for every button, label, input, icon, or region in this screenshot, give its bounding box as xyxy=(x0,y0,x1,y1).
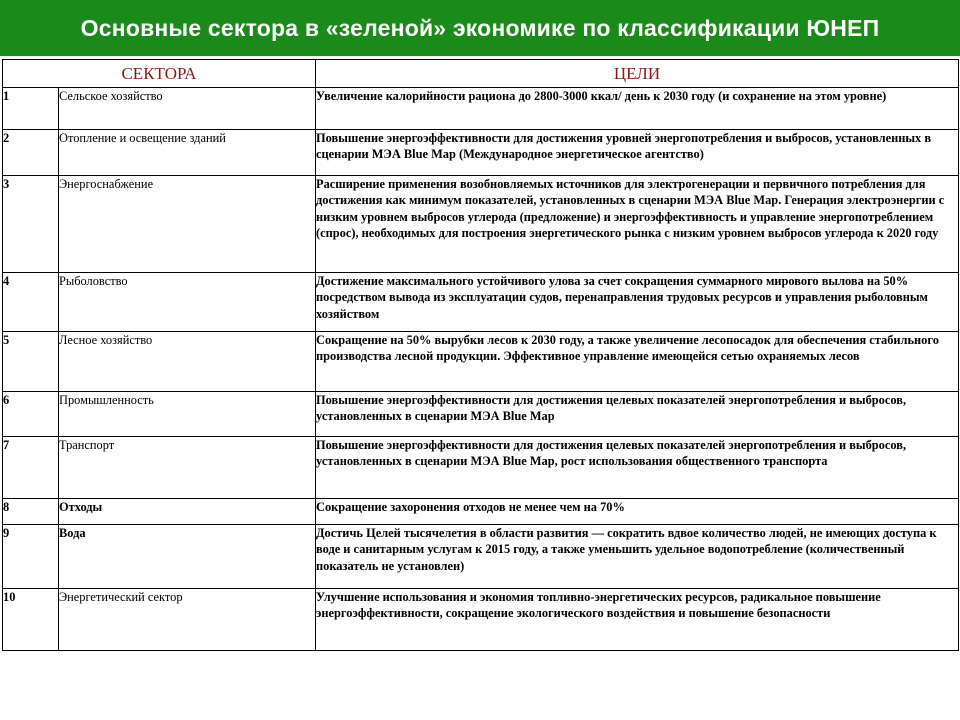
goal-text: Сокращение на 50% вырубки лесов к 2030 году, а также увеличение лесопосадок для обеспечения стабильного производства лесной продукции. Эффективное управление имеющейся сетью охраняемых лесов xyxy=(316,332,959,392)
row-number: 9 xyxy=(3,525,59,589)
sector-name: Вода xyxy=(59,525,316,589)
row-number: 4 xyxy=(3,273,59,332)
goal-text: Улучшение использования и экономия топливно-энергетических ресурсов, радикальное повышение энергоэффективности, сокращение экологического воздействия и повышение безопасности xyxy=(316,589,959,651)
header-goals: ЦЕЛИ xyxy=(316,60,959,88)
sector-name: Промышленность xyxy=(59,392,316,437)
row-number: 10 xyxy=(3,589,59,651)
sector-name: Лесное хозяйство xyxy=(59,332,316,392)
table-row xyxy=(3,392,959,437)
table-row xyxy=(3,437,959,499)
sector-name: Энергетический сектор xyxy=(59,589,316,651)
goal-text: Повышение энергоэффективности для достижения целевых показателей энергопотребления и выбросов, установленных в сценарии МЭА Blue Map xyxy=(316,392,959,437)
row-number: 8 xyxy=(3,499,59,525)
row-number: 3 xyxy=(3,176,59,273)
sector-name: Энергоснабжение xyxy=(59,176,316,273)
sectors-table xyxy=(2,59,959,651)
title-bar xyxy=(0,0,960,56)
goal-text: Расширение применения возобновляемых источников для электрогенерации и первичного потребления для достижения как минимум показателей, установленных в сценарии МЭА Blue Map. Генерация электроэнергии с низким уровнем выбросов углерода (предложение) и энергоэффективность и управление энергопотреблением (спрос), необходимых для построения энергетического рынка с низким уровнем выбросов углерода к 2020 году xyxy=(316,176,959,273)
row-number: 1 xyxy=(3,88,59,130)
sector-name: Отопление и освещение зданий xyxy=(59,130,316,176)
sector-name: Рыболовство xyxy=(59,273,316,332)
goal-text: Сокращение захоронения отходов не менее чем на 70% xyxy=(316,499,959,525)
row-number: 6 xyxy=(3,392,59,437)
goal-text: Повышение энергоэффективности для достижения целевых показателей энергопотребления и выбросов, установленных в сценарии МЭА Blue Map, рост использования общественного транспорта xyxy=(316,437,959,499)
row-number: 7 xyxy=(3,437,59,499)
sector-name: Сельское хозяйство xyxy=(59,88,316,130)
table-row xyxy=(3,176,959,273)
table-row xyxy=(3,88,959,130)
header-sectors: СЕКТОРА xyxy=(3,60,316,88)
table-row xyxy=(3,273,959,332)
table-row xyxy=(3,499,959,525)
table-row xyxy=(3,589,959,651)
row-number: 5 xyxy=(3,332,59,392)
goal-text: Достичь Целей тысячелетия в области развития — сократить вдвое количество людей, не имеющих доступа к воде и санитарным услугам к 2015 году, а также уменьшить удельное водопотребление (количественный показатель не установлен) xyxy=(316,525,959,589)
row-number: 2 xyxy=(3,130,59,176)
table-row xyxy=(3,130,959,176)
goal-text: Увеличение калорийности рациона до 2800-3000 ккал/ день к 2030 году (и сохранение на этом уровне) xyxy=(316,88,959,130)
sector-name: Отходы xyxy=(59,499,316,525)
page-title: Основные сектора в «зеленой» экономике по классификации ЮНЕП xyxy=(80,14,880,41)
table-row xyxy=(3,332,959,392)
goal-text: Достижение максимального устойчивого улова за счет сокращения суммарного мирового вылова на 50% посредством вывода из эксплуатации судов, перенаправления трудовых ресурсов и управления рыболовным хозяйством xyxy=(316,273,959,332)
table-header-row xyxy=(3,60,959,88)
sector-name: Транспорт xyxy=(59,437,316,499)
goal-text: Повышение энергоэффективности для достижения уровней энергопотребления и выбросов, установленных в сценарии МЭА Blue Map (Международное энергетическое агентство) xyxy=(316,130,959,176)
table-row xyxy=(3,525,959,589)
